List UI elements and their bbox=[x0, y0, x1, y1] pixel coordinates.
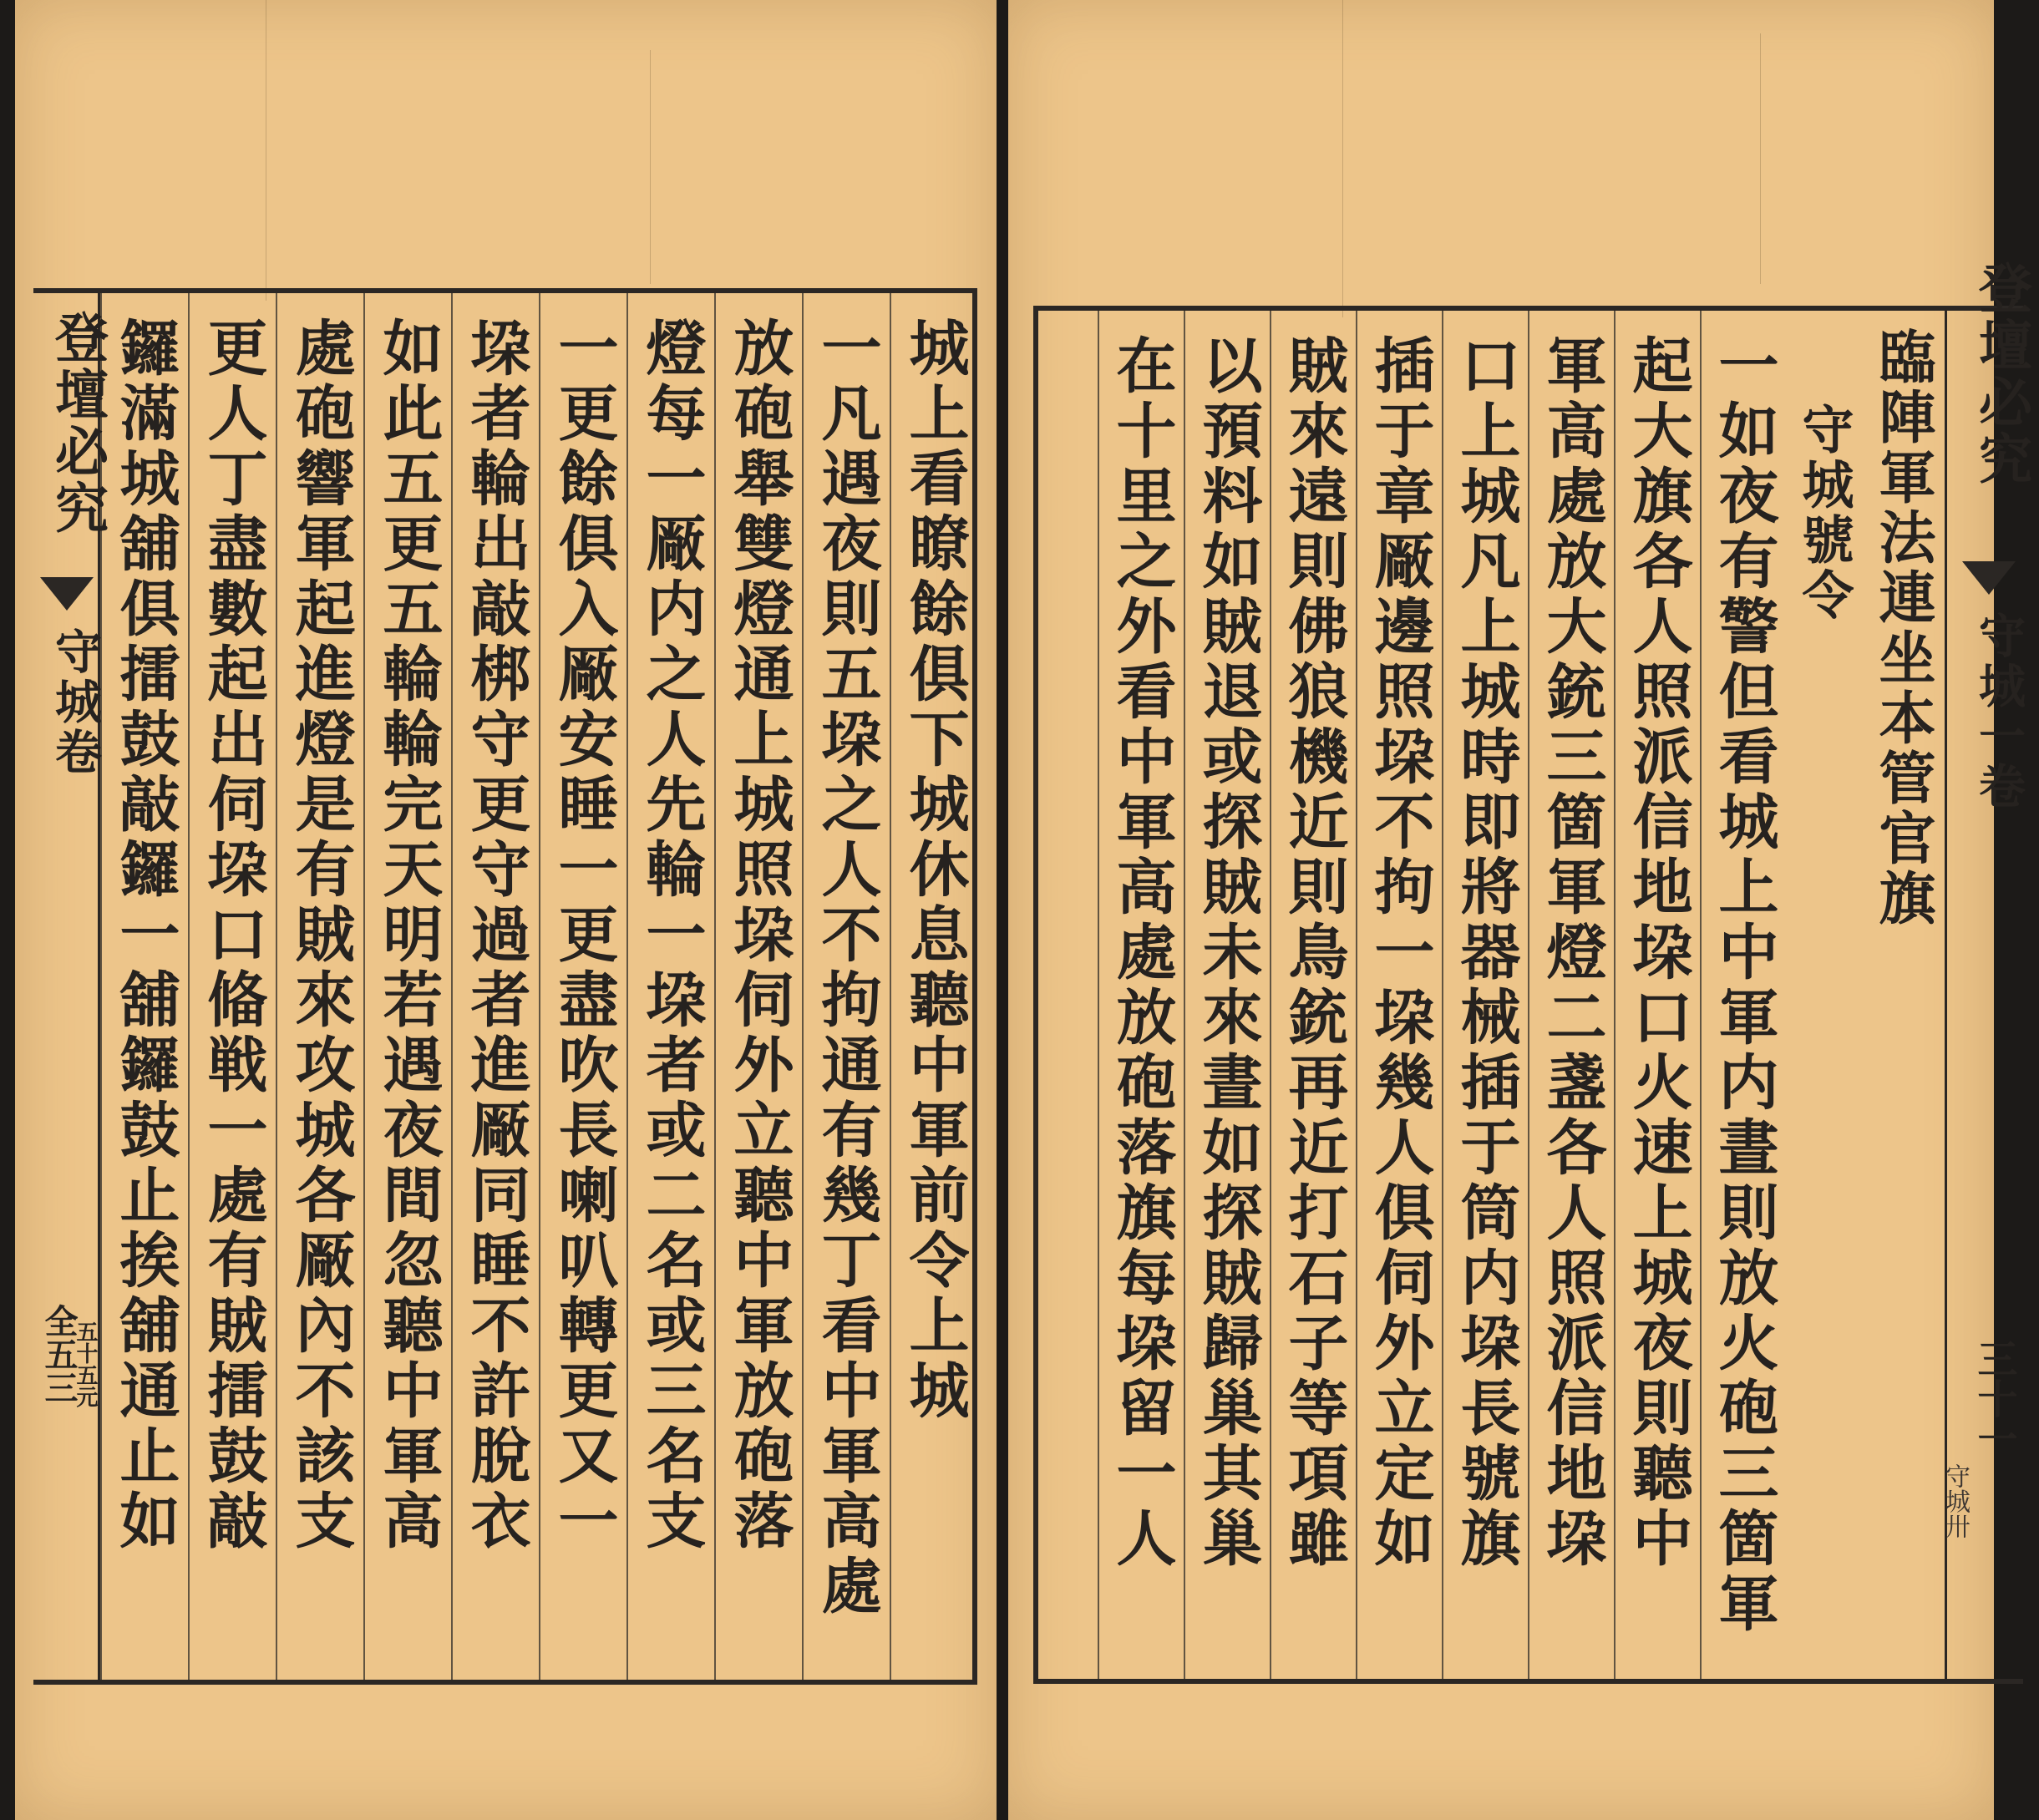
text-column: 一如夜有警但看城上中軍内晝則放火砲三箇軍 bbox=[1700, 311, 1786, 1679]
paper-fiber bbox=[1342, 0, 1343, 317]
text-column: 燈每一厰内之人先輪一垜者或二名或三名支 bbox=[626, 293, 714, 1680]
text-column: 一凡遇夜則五垜之人不拘通有幾丁看中軍高處 bbox=[802, 293, 890, 1680]
left-text-frame bbox=[33, 288, 977, 1685]
right-page bbox=[1008, 0, 2032, 1820]
text-column: 賊來遠則佛狼機近則鳥銃再近打石子等項雖 bbox=[1270, 311, 1356, 1679]
text-column: 以預料如賊退或探賊未來晝如探賊歸巢其巢 bbox=[1184, 311, 1270, 1679]
text-column: 一更餘俱入厰安睡一更盡吹長喇叭轉更又一 bbox=[539, 293, 626, 1680]
left-page bbox=[15, 0, 997, 1820]
text-column: 插于章厰邊照垜不拘一垜幾人俱伺外立定如 bbox=[1356, 311, 1442, 1679]
text-column: 在十里之外看中軍高處放砲落旗每垜留一人 bbox=[1098, 311, 1184, 1679]
text-column: 城上看瞭餘俱下城休息聽中軍前令上城 bbox=[890, 293, 977, 1680]
page-number: 全五三 bbox=[39, 1304, 79, 1404]
page-number: 三十一 bbox=[1971, 1338, 2017, 1458]
fish-tail-mark bbox=[1962, 561, 2016, 595]
right-text-frame bbox=[1033, 261, 2032, 1684]
section-title: 守城一卷 bbox=[1971, 611, 2026, 812]
fish-tail-mark bbox=[40, 577, 94, 611]
text-column: 如此五更五輪輪完天明若遇夜間忽聽中軍高 bbox=[363, 293, 451, 1680]
text-column: 起大旗各人照派信地垜口火速上城夜則聽中 bbox=[1614, 311, 1700, 1679]
text-column: 處砲響軍起進燈是有賊來攻城各厰內不該支 bbox=[276, 293, 363, 1680]
text-column: 更人丁盡數起出伺垜口偹戦一處有賊擂鼓敲 bbox=[188, 293, 276, 1680]
paper-fiber bbox=[1760, 33, 1761, 284]
paper-fiber bbox=[650, 50, 651, 284]
handwritten-note: 守城卅 bbox=[1940, 1463, 1970, 1539]
text-column-heading: 臨陣軍法連坐本管官旗 bbox=[1869, 327, 1936, 929]
page-margin-column bbox=[33, 293, 109, 1680]
book-title: 登壇必究 bbox=[1970, 261, 2032, 488]
section-title: 守城卷 bbox=[48, 627, 103, 778]
text-column-heading: 守城號令 bbox=[1793, 403, 1854, 623]
book-title: 登壇必究 bbox=[46, 310, 109, 537]
text-column: 垜者輪出敲梆守更守過者進厰同睡不許脫衣 bbox=[451, 293, 539, 1680]
text-column: 軍高處放大銃三箇軍燈二盞各人照派信地垜 bbox=[1528, 311, 1614, 1679]
text-column: 口上城凡上城時即將器械插于筒内垜長號旗 bbox=[1442, 311, 1528, 1679]
text-column: 放砲舉雙燈通上城照垜伺外立聽中軍放砲落 bbox=[714, 293, 802, 1680]
text-column: 鑼滿城舖俱擂鼓敲鑼一舖鑼鼓止挨舖通止如 bbox=[100, 293, 188, 1680]
page-count: 五十五元 bbox=[73, 1321, 98, 1407]
